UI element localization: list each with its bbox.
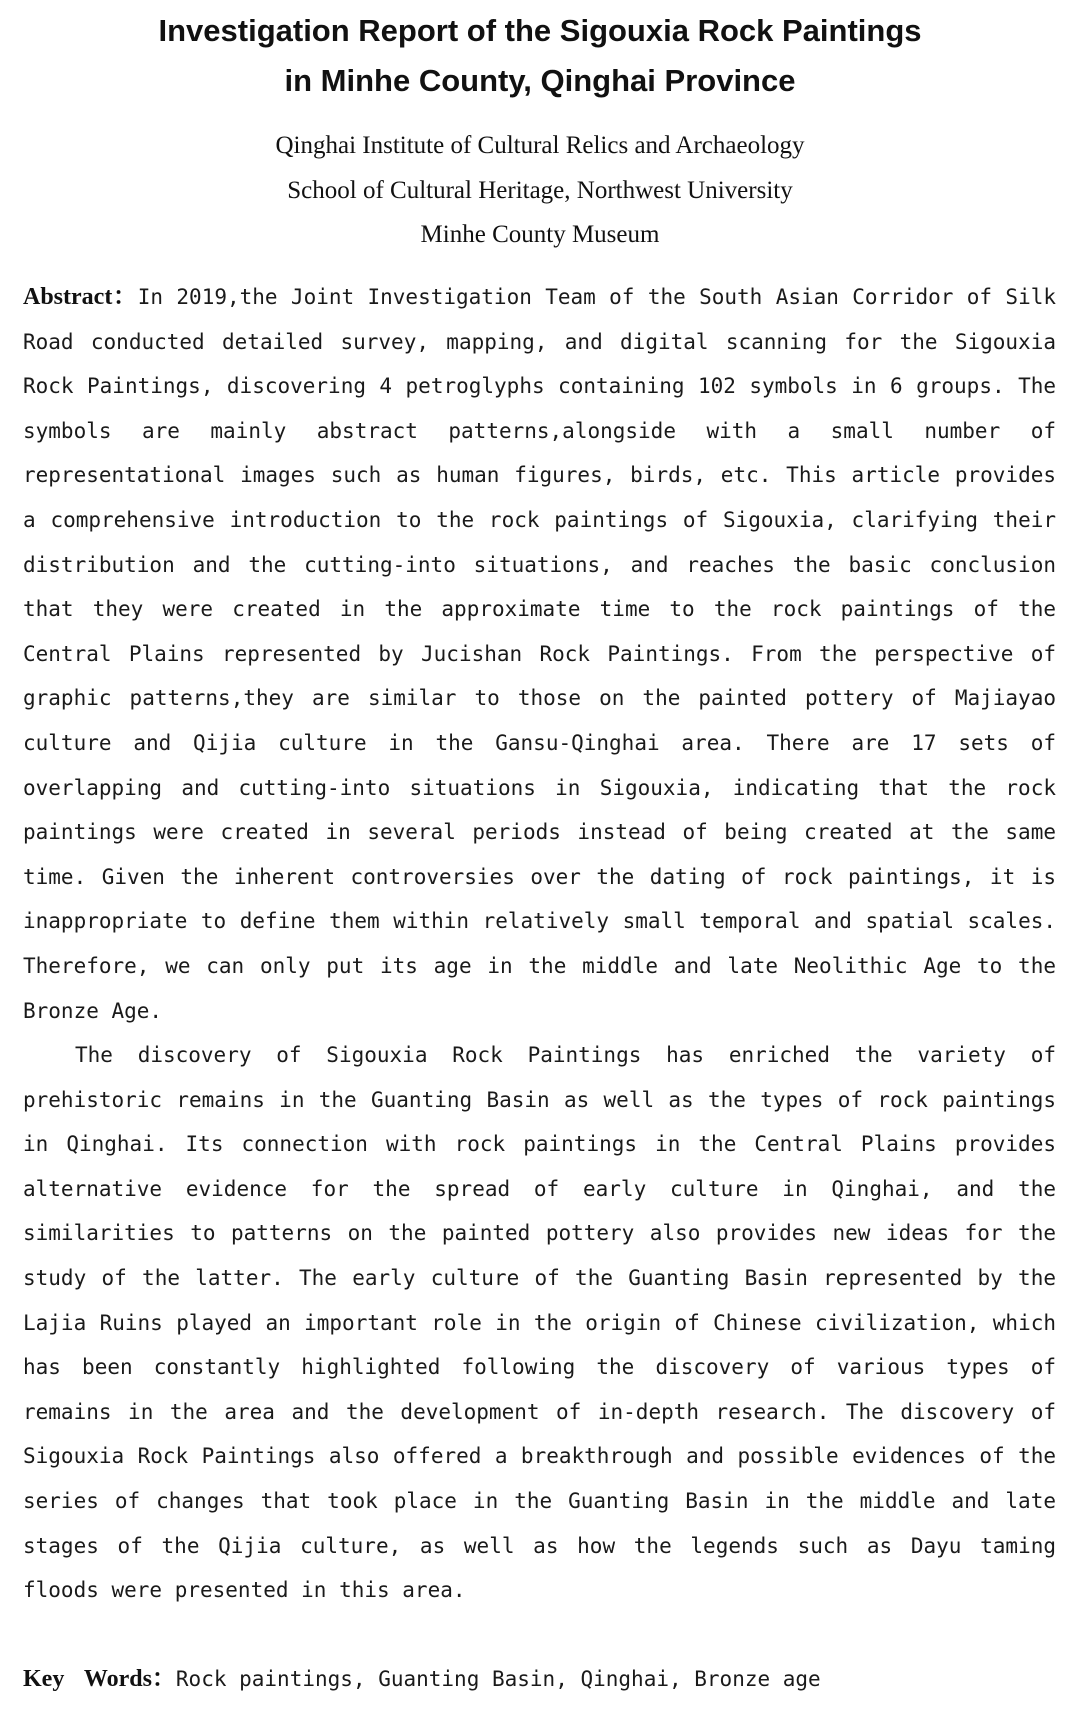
affiliation-2: School of Cultural Heritage, Northwest University	[287, 176, 793, 204]
abstract-paragraph	[23, 275, 1056, 1033]
keywords	[23, 1659, 1056, 1699]
paper-title	[0, 6, 1080, 106]
affiliation-3: Minhe County Museum	[420, 221, 660, 248]
abstract-label: Abstract：	[23, 284, 138, 310]
title-line-1: Investigation Report of the Sigouxia Rock Paintings	[158, 13, 922, 48]
title-line-2: in Minhe County, Qinghai Province	[284, 63, 796, 98]
abstract-text: In 2019,the Joint Investigation Team of the South Asian Corridor of Silk Road conducted detailed survey, mapping, and digital scanning for the Sigouxia Rock Paintings, discovering 4 petroglyphs containing 102 symbols in 6 groups. The symbols are mainly abstract patterns,alongside with a small number of representational images such as human figures, birds, etc. This article provides a comprehensive introduction to the rock paintings of Sigouxia, clarifying their distribution and the cutting-into situations, and reaches the basic conclusion that they were created in the approximate time to the rock paintings of the Central Plains represented by Jucishan Rock Paintings. From the perspective of graphic patterns,they are similar to those on the painted pottery of Majiayao culture and Qijia culture in the Gansu-Qinghai area. There are 17 sets of overlapping and cutting-into situations in Sigouxia, indicating that the rock paintings were created in several periods instead of being created at the same time. Given the inherent controversies over the dating of rock paintings, it is inappropriate to define them within relatively small temporal and spatial scales. Therefore, we can only put its age in the middle and late Neolithic Age to the Bronze Age.	[23, 285, 1056, 1023]
keywords-text: Rock paintings, Guanting Basin, Qinghai, Bronze age	[175, 1667, 821, 1691]
keywords-label: Key Words：	[23, 1666, 176, 1692]
abstract-paragraph-2: The discovery of Sigouxia Rock Paintings has enriched the variety of prehistoric remains in the Guanting Basin as well as the types of rock paintings in Qinghai. Its connection with rock paintings in the Central Plains provides alternative evidence for the spread of early culture in Qinghai, and the similarities to patterns on the painted pottery also provides new ideas for the study of the latter. The early culture of the Guanting Basin represented by the Lajia Ruins played an important role in the origin of Chinese civilization, which has been constantly highlighted following the discovery of various types of remains in the area and the development of in-depth research. The discovery of Sigouxia Rock Paintings also offered a breakthrough and possible evidences of the series of changes that took place in the Guanting Basin in the middle and late stages of the Qijia culture, as well as how the legends such as Dayu taming floods were presented in this area.	[23, 1043, 1056, 1603]
affiliation-1: Qinghai Institute of Cultural Relics and Archaeology	[275, 132, 805, 159]
author-affiliations	[0, 124, 1080, 258]
